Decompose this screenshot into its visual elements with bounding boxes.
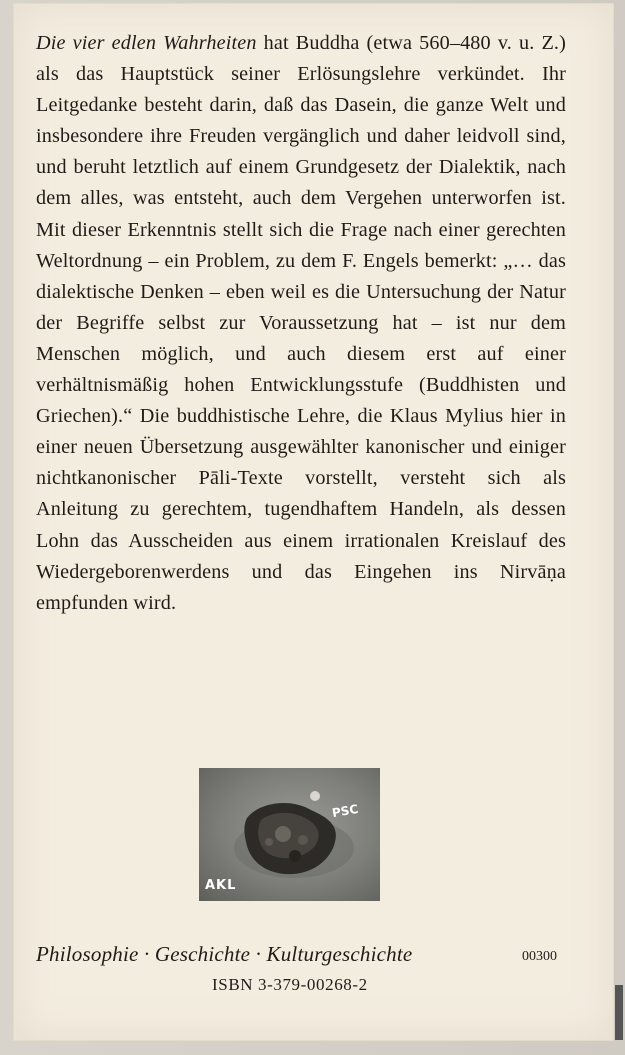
scan-edge-mark — [615, 985, 623, 1040]
blurb-title: Die vier edlen Wahrheiten — [36, 32, 257, 54]
series-line: Philosophie · Geschichte · Kulturgeschichte — [36, 942, 413, 966]
cover-photo — [199, 768, 380, 901]
isbn: ISBN 3-379-00268-2 — [212, 975, 368, 994]
photo-stamp-akl: AKL — [205, 878, 237, 893]
photo-stamp-psc: PSC — [330, 801, 360, 821]
cover-blurb — [36, 28, 566, 619]
blurb-text: hat Buddha (etwa 560–480 v. u. Z.) als das Hauptstück seiner Erlösungslehre verkündet. Ihr Leitgedanke besteht darin, daß das Dasein, die ganze Welt und insbesondere ihre Freuden vergänglich und daher leidvoll sind, und beruht letztlich auf einem Grundgesetz der Dialektik, nach dem alles, was entsteht, auch dem Vergehen unterworfen ist. Mit dieser Erkenntnis stellt sich die Frage nach einer gerechten Weltordnung – ein Problem, zu dem F. Engels bemerkt: „… das dialektische Denken – eben weil es die Untersuchung der Natur der Begriffe selbst zur Voraussetzung hat – ist nur dem Menschen möglich, und auch diesem erst auf einer verhältnismäßig hohen Entwicklungsstufe (Buddhisten und Griechen).“ Die buddhistische Lehre, die Klaus Mylius hier in einer neuen Übersetzung ausgewählter kanonischer und einiger nichtkanonischer Pāli-Texte vorstellt, versteht sich als Anleitung zu gerechtem, tugendhaftem Handeln, als dessen Lohn das Ausscheiden aus einem irrationalen Kreislauf des Wiedergeborenwerdens und das Eingehen ins Nirvāṇa empfunden wird. — [36, 32, 566, 614]
catalog-code: 00300 — [522, 949, 557, 964]
